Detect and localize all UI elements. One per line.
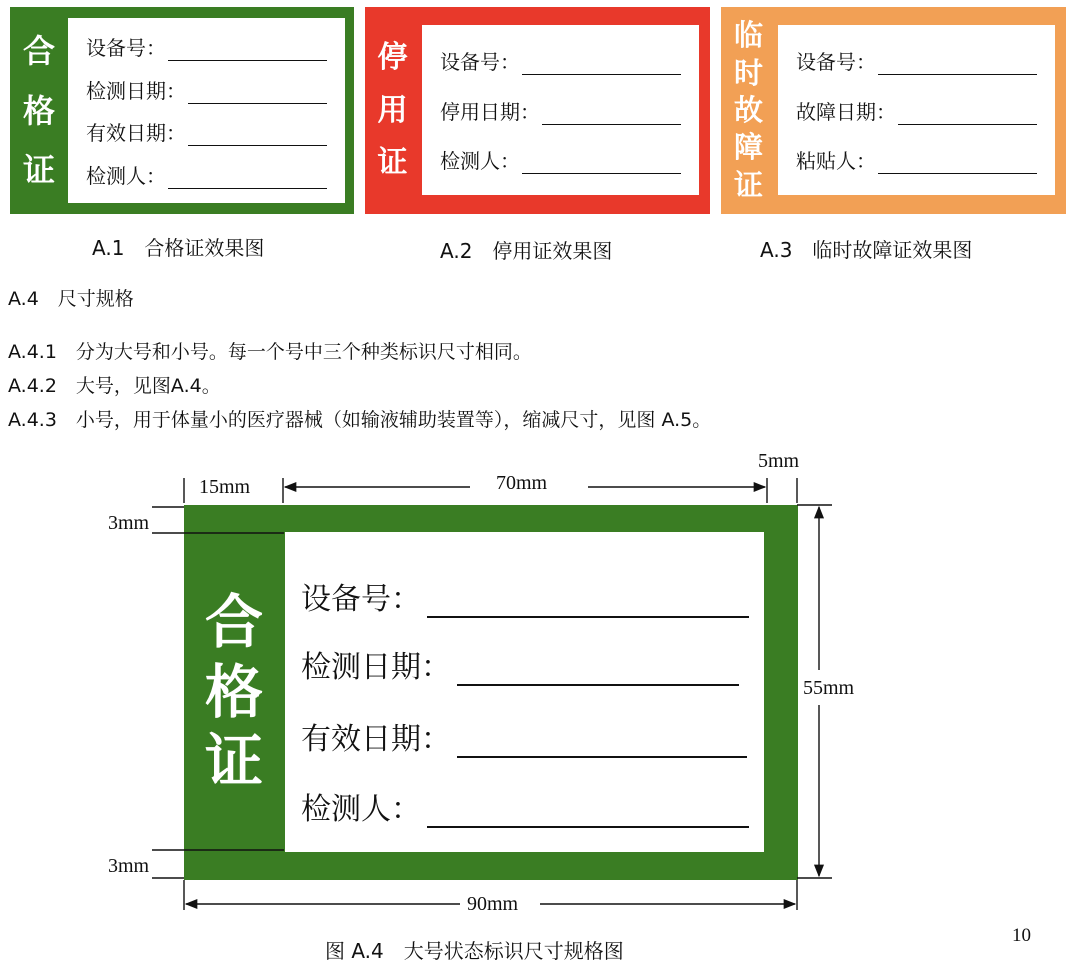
label-a2-out-of-service	[365, 7, 710, 214]
caption-a3	[760, 234, 972, 263]
item-text: 大号，见图A.4。	[75, 375, 221, 397]
field-row	[301, 578, 749, 618]
section-number: A.4	[8, 288, 39, 310]
caption-text: 停用证效果图	[492, 239, 613, 263]
band-char: 证	[22, 151, 55, 190]
field-underline	[168, 170, 327, 189]
dim-right-margin: 5mm	[758, 450, 800, 472]
field-row	[440, 145, 699, 174]
field-row	[86, 32, 345, 61]
band-char: 临	[733, 18, 763, 53]
field-label: 设备号：	[301, 582, 421, 617]
diagram-band	[184, 505, 284, 880]
field-row	[86, 75, 345, 104]
field-label: 检测人：	[440, 149, 520, 174]
label-a1-card	[68, 18, 345, 203]
caption-number: A.1	[92, 236, 125, 260]
field-underline	[522, 155, 681, 174]
field-underline	[542, 106, 681, 125]
band-char: 合	[22, 31, 55, 70]
band-char: 停	[377, 40, 408, 76]
label-a1-qualified	[10, 7, 354, 214]
field-label: 故障日期：	[796, 99, 896, 124]
section-item	[8, 405, 711, 432]
field-underline	[878, 56, 1037, 75]
field-underline	[427, 796, 749, 828]
field-label: 有效日期：	[301, 722, 451, 757]
field-underline	[188, 127, 327, 146]
field-underline	[457, 726, 747, 758]
field-underline	[457, 654, 739, 686]
diagram-card	[285, 532, 764, 852]
field-underline	[898, 106, 1037, 125]
field-label: 设备号：	[440, 49, 520, 74]
band-char: 证	[204, 727, 263, 796]
dim-top-margin: 3mm	[108, 512, 150, 534]
label-a3-temporary-fault	[721, 7, 1066, 214]
band-char: 格	[22, 91, 55, 130]
field-label: 检测日期：	[301, 650, 451, 685]
band-char: 用	[377, 92, 408, 128]
field-row	[796, 145, 1055, 174]
item-number: A.4.3	[8, 409, 57, 431]
field-label: 有效日期：	[86, 121, 186, 146]
band-char: 证	[733, 167, 763, 202]
field-row	[796, 96, 1055, 125]
item-text: 小号，用于体量小的医疗器械（如输液辅助装置等），缩减尺寸，见图 A.5。	[75, 409, 712, 431]
item-text: 分为大号和小号。每一个号中三个种类标识尺寸相同。	[75, 341, 532, 363]
label-a3-band	[721, 7, 776, 214]
label-a1-band	[10, 7, 68, 214]
field-label: 检测人：	[86, 164, 166, 189]
caption-a1	[92, 232, 264, 261]
dim-total-width: 90mm	[467, 893, 519, 915]
field-row	[86, 160, 345, 189]
field-label: 检测日期：	[86, 78, 186, 103]
dim-band-width: 15mm	[199, 476, 251, 498]
caption-text: 临时故障证效果图	[812, 238, 973, 262]
label-a3-card	[778, 25, 1055, 195]
band-char: 故	[733, 92, 763, 127]
band-char: 格	[204, 657, 263, 726]
field-row	[440, 46, 699, 75]
section-item	[8, 337, 532, 364]
field-label: 设备号：	[86, 35, 166, 60]
field-label: 检测人：	[301, 792, 421, 827]
band-char: 时	[733, 55, 763, 90]
field-underline	[168, 42, 327, 61]
field-underline	[878, 155, 1037, 174]
field-row	[440, 96, 699, 125]
dim-bottom-margin: 3mm	[108, 855, 150, 877]
caption-number: A.3	[760, 238, 793, 262]
item-number: A.4.2	[8, 375, 57, 397]
dim-card-width: 70mm	[496, 472, 548, 494]
field-row	[796, 46, 1055, 75]
caption-number: A.2	[440, 239, 473, 263]
band-char: 证	[377, 144, 408, 180]
field-label: 设备号：	[796, 49, 876, 74]
field-row	[301, 646, 739, 686]
dim-height: 55mm	[803, 677, 855, 699]
label-a2-card	[422, 25, 699, 195]
section-title: 尺寸规格	[57, 288, 134, 310]
field-underline	[427, 586, 749, 618]
figure-caption: 图 A.4 大号状态标识尺寸规格图	[325, 939, 624, 963]
field-row	[301, 788, 749, 828]
band-char: 合	[204, 588, 263, 657]
item-number: A.4.1	[8, 341, 57, 363]
section-heading	[8, 284, 134, 311]
caption-text: 合格证效果图	[144, 236, 265, 260]
section-item	[8, 371, 221, 398]
field-row	[301, 718, 747, 758]
field-label: 停用日期：	[440, 99, 540, 124]
label-a2-band	[365, 7, 420, 214]
field-underline	[522, 56, 681, 75]
page-number: 10	[1012, 925, 1031, 946]
field-underline	[188, 85, 327, 104]
diagram-a4-label	[184, 505, 798, 880]
field-row	[86, 117, 345, 146]
field-label: 粘贴人：	[796, 149, 876, 174]
caption-a2	[440, 235, 612, 264]
band-char: 障	[733, 130, 763, 165]
